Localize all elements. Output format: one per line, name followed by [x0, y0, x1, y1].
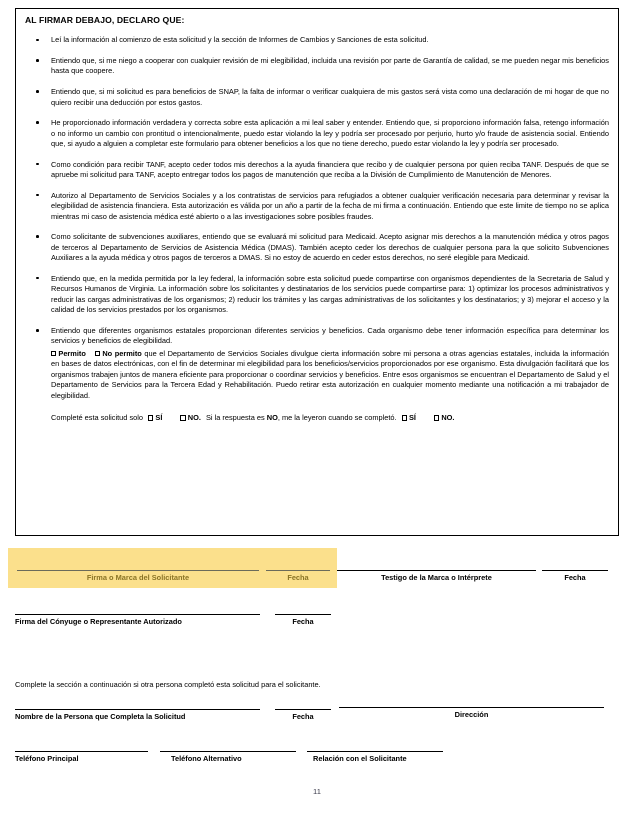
bullet-dot-icon — [36, 121, 39, 124]
disclosure-consent-paragraph — [51, 349, 609, 402]
read-to-me-text-b: , me la leyeron cuando se completó. — [277, 413, 397, 423]
witness-date-label: Fecha — [564, 573, 586, 582]
completed-alone-yes-label: SÍ — [155, 413, 163, 423]
bullet-dot-icon — [36, 329, 39, 332]
helper-date-label: Fecha — [292, 712, 314, 721]
spouse-signature-label: Firma del Cónyuge o Representante Autorizado — [15, 617, 182, 626]
helper-date-line[interactable] — [275, 709, 331, 710]
bullet-text: Entiendo que, si me niego a cooperar con cualquier revisión de mi elegibilidad, incluida una revisión por parte de Garantía de calidad, se me pueden negar mis beneficios hasta que coopere. — [51, 55, 609, 76]
no-permito-label: No permito — [102, 348, 142, 358]
helper-alternate-phone-line[interactable] — [160, 751, 296, 752]
applicant-signature-line[interactable] — [17, 570, 259, 571]
declaration-bullet-list — [25, 35, 609, 401]
bullet-text: He proporcionado información verdadera y correcta sobre esta aplicación a mi leal saber y entender. Entiendo que, si proporciono información falsa, retengo información o no informo un cambio con prontitud o intencionalmente, puedo estar violando la ley y podría ser procesado por perjurio, hurto y/o fraude de asistencia social. Entiendo que, si ayudo a alguien a completar este formulario para obtener beneficios a los que no tiene derecho, puedo estar violando la ley y podría ser procesado. — [51, 118, 609, 149]
helper-address-line[interactable] — [339, 707, 604, 708]
bullet-dot-icon — [36, 59, 39, 62]
list-item — [25, 56, 609, 77]
bullet-text: Como condición para recibir TANF, acepto ceder todos mis derechos a la ayuda financiera que recibo y de cualquier persona por quien reciba TANF. Después de que se apruebe mi solicitud para TANF, acepto entregar todos los pagos de manutención que reciba a la División de Cumplimiento de Manutención de Menores. — [51, 159, 609, 180]
spouse-signature-line[interactable] — [15, 614, 260, 615]
applicant-signature-highlight — [8, 548, 337, 588]
completed-alone-prefix: Completé esta solicitud solo — [51, 413, 144, 423]
spouse-date-line[interactable] — [275, 614, 331, 615]
completed-alone-no-label: NO. — [187, 413, 201, 423]
applicant-signature-label: Firma o Marca del Solicitante — [86, 573, 190, 582]
bullet-dot-icon — [36, 194, 39, 197]
helper-relationship-label: Relación con el Solicitante — [313, 754, 407, 763]
bullet-dot-icon — [36, 235, 39, 238]
bullet-text: Leí la información al comienzo de esta solicitud y la sección de Informes de Cambios y Sanciones de esta solicitud. — [51, 35, 429, 45]
list-item — [25, 274, 609, 316]
list-item — [25, 87, 609, 108]
list-item-disclosure-consent — [25, 326, 609, 402]
read-to-me-no-label: NO. — [441, 413, 455, 423]
checkbox-completed-alone-no[interactable] — [180, 415, 185, 420]
list-item — [25, 35, 609, 46]
completed-alone-question — [25, 413, 609, 424]
declaration-title: AL FIRMAR DEBAJO, DECLARO QUE: — [25, 15, 185, 25]
bullet-text: Entiendo que, si mi solicitud es para beneficios de SNAP, la falta de informar o verificar cualquiera de mis gastos será vista como una declaración de mi hogar de que no quiero recibir una deducción por estos gastos. — [51, 87, 609, 107]
bullet-text: Entiendo que diferentes organismos estatales proporcionan diferentes servicios y beneficios. Cada organismo debe tener información específica para determinar los servicios y beneficios de elegibilidad. — [51, 325, 609, 346]
list-item — [25, 232, 609, 264]
bullet-dot-icon — [36, 277, 39, 280]
bullet-text: Entiendo que, en la medida permitida por la ley federal, la información sobre esta solicitud puede compartirse con organismos dependientes de la Secretaria de Salud y Recursos Humanos de Virginia. La información sobre los solicitantes y destinatarios de los servicios puede compartirse para: 1) optimizar los procesos administrativos y reducir las cargas administrativas de los organismos; 2) reducir los trámites y las cargas administrativas de los solicitantes y los destinatarios; y 3) mejorar el acceso y la calidad de los servicios prestados por los organismos. — [51, 273, 609, 315]
helper-address-label: Dirección — [454, 710, 489, 719]
helper-primary-phone-label: Teléfono Principal — [15, 754, 79, 763]
applicant-date-label: Fecha — [287, 573, 309, 582]
checkbox-no-permito[interactable] — [95, 351, 100, 356]
witness-signature-label: Testigo de la Marca o Intérprete — [381, 573, 492, 582]
helper-primary-phone-line[interactable] — [15, 751, 148, 752]
read-to-me-yes-label: SÍ — [408, 413, 416, 423]
applicant-date-line[interactable] — [266, 570, 330, 571]
read-to-me-no-emphasis: NO — [266, 413, 278, 423]
helper-name-label: Nombre de la Persona que Completa la Solicitud — [15, 712, 186, 721]
bullet-text: Como solicitante de subvenciones auxiliares, entiendo que se evaluará mi solicitud para Medicaid. Acepto asignar mis derechos a la manutención médica y otros pagos de terceros al Departamento de Servicios de Asistencia Médica (DMAS). También acepto ceder los derechos de cualquier persona para la que solicito Subvenciones Auxiliares a la ayuda médica y otros pagos de terceros a DMAS. Si no estoy de acuerdo en ceder estos derechos, no seré elegible para Medicaid. — [51, 232, 609, 263]
helper-name-line[interactable] — [15, 709, 260, 710]
spouse-date-label: Fecha — [292, 617, 314, 626]
declaration-box — [15, 8, 619, 536]
helper-section-instruction: Complete la sección a continuación si otra persona completó esta solicitud para el solicitante. — [15, 680, 321, 689]
bullet-dot-icon — [36, 90, 39, 93]
disclosure-consent-text: que el Departamento de Servicios Sociales divulgue cierta información sobre mi persona a otras agencias estatales, incluida la información en bases de datos electrónicas, con el fin de determinar mi elegibilidad para los beneficios/servicios proporcionados por ese organismo. Esta divulgación facilitará que los organismos trabajen juntos de manera eficiente para proporcionar o coordinar servicios y beneficios. Entre esos organismos se encuentran el Departamento de Salud y el Departamento de Servicios para la Tercera Edad y Rehabilitación. Puedo retirar esta autorización en cualquier momento mediante una notificación a mi trabajador de elegibilidad. — [51, 348, 609, 400]
checkbox-completed-alone-yes[interactable] — [148, 415, 153, 420]
bullet-dot-icon — [36, 163, 39, 166]
list-item — [25, 191, 609, 223]
witness-date-line[interactable] — [542, 570, 608, 571]
read-to-me-text-a: Si la respuesta es — [205, 413, 267, 423]
list-item — [25, 160, 609, 181]
helper-relationship-line[interactable] — [307, 751, 443, 752]
checkbox-read-to-me-yes[interactable] — [402, 415, 407, 420]
checkbox-permito[interactable] — [51, 351, 56, 356]
bullet-text: Autorizo al Departamento de Servicios Sociales y a los contratistas de servicios para refugiados a obtener cualquier verificación necesaria para determinar y revisar la elegibilidad de asistencia financiera. Esta autorización es válida por un año a partir de la fecha de mi firma a continuación. Entiendo que este limite de tiempo no se aplica mientras mi caso de asistencia médica esté abierto o a las investigaciones sobre posibles fraudes. — [51, 190, 609, 221]
checkbox-read-to-me-no[interactable] — [434, 415, 439, 420]
list-item — [25, 118, 609, 150]
witness-signature-line[interactable] — [337, 570, 536, 571]
page-number: 11 — [313, 787, 321, 796]
bullet-dot-icon — [36, 39, 39, 42]
permito-label: Permito — [58, 348, 86, 358]
helper-alternate-phone-label: Teléfono Alternativo — [171, 754, 242, 763]
